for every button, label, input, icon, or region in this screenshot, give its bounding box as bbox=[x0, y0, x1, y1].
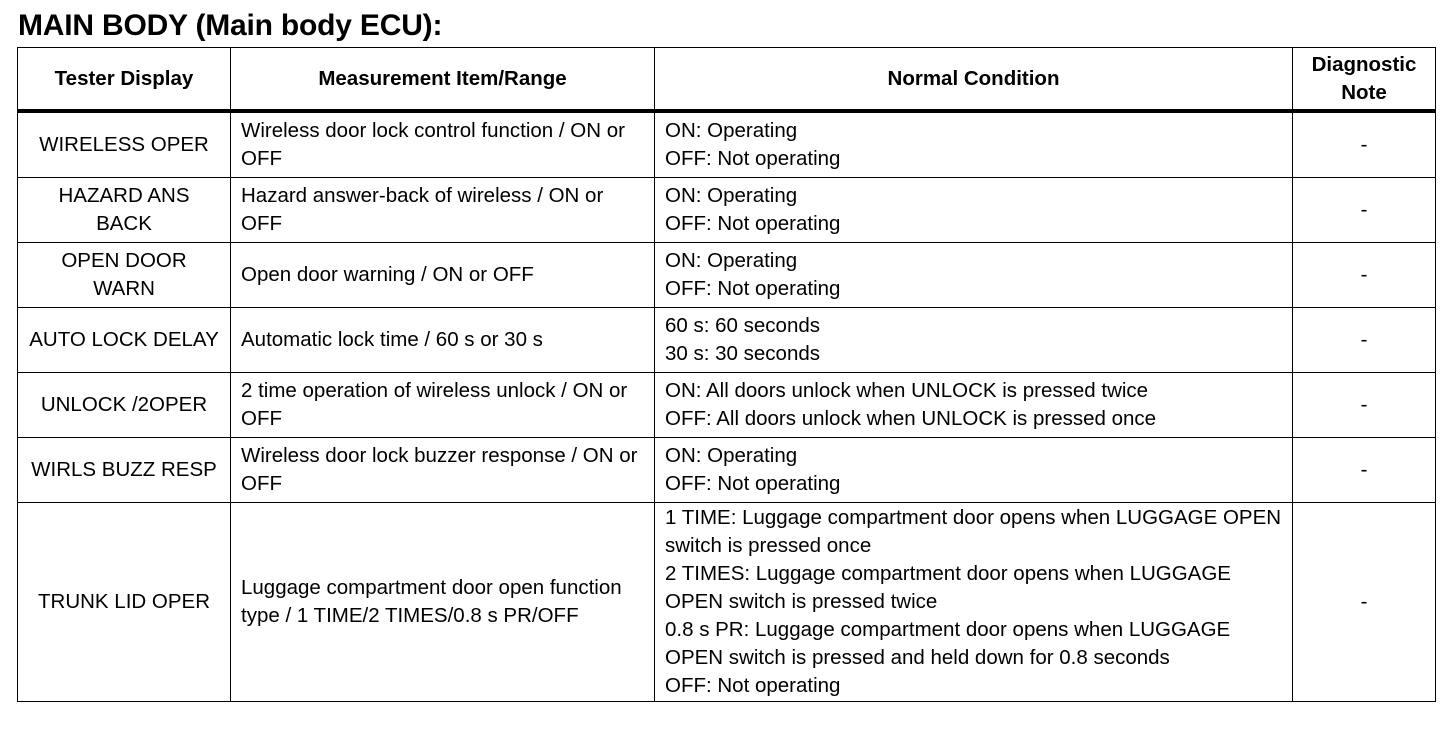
normal-condition-line: OFF: Not operating bbox=[665, 674, 841, 697]
diagnostic-data-table bbox=[17, 47, 1436, 702]
normal-condition-cell bbox=[655, 178, 1293, 243]
measurement-item-cell: Wireless door lock buzzer response / ON or OFF bbox=[231, 438, 655, 503]
normal-condition-line: OFF: All doors unlock when UNLOCK is pressed once bbox=[665, 407, 1157, 430]
page-title: MAIN BODY (Main body ECU): bbox=[18, 9, 443, 42]
normal-condition-line: 1 TIME: Luggage compartment door opens when LUGGAGE OPEN switch is pressed once bbox=[665, 506, 1287, 557]
normal-condition-cell bbox=[655, 503, 1293, 702]
header-tester-display: Tester Display bbox=[18, 48, 231, 112]
table-row bbox=[18, 503, 1436, 702]
table-row bbox=[18, 308, 1436, 373]
normal-condition-cell bbox=[655, 438, 1293, 503]
measurement-item-cell: Automatic lock time / 60 s or 30 s bbox=[231, 308, 655, 373]
diagnostic-note-cell: - bbox=[1293, 438, 1436, 503]
diagnostic-note-cell: - bbox=[1293, 503, 1436, 702]
normal-condition-line: 60 s: 60 seconds bbox=[665, 314, 820, 337]
normal-condition-line: OFF: Not operating bbox=[665, 147, 841, 170]
diagnostic-note-cell: - bbox=[1293, 373, 1436, 438]
normal-condition-line: ON: Operating bbox=[665, 444, 798, 467]
measurement-item-cell: Hazard answer-back of wireless / ON or OFF bbox=[231, 178, 655, 243]
normal-condition-line: 0.8 s PR: Luggage compartment door opens when LUGGAGE OPEN switch is pressed and held down for 0.8 seconds bbox=[665, 618, 1236, 669]
normal-condition-line: ON: Operating bbox=[665, 184, 798, 207]
diagnostic-note-cell: - bbox=[1293, 243, 1436, 308]
header-measurement-item: Measurement Item/Range bbox=[231, 48, 655, 112]
normal-condition-cell bbox=[655, 243, 1293, 308]
normal-condition-line: ON: Operating bbox=[665, 119, 798, 142]
tester-display-cell: AUTO LOCK DELAY bbox=[18, 308, 231, 373]
table-header-row bbox=[18, 48, 1436, 112]
diagnostic-note-cell: - bbox=[1293, 308, 1436, 373]
measurement-item-cell: Wireless door lock control function / ON or OFF bbox=[231, 111, 655, 178]
table-row bbox=[18, 111, 1436, 178]
tester-display-cell: UNLOCK /2OPER bbox=[18, 373, 231, 438]
normal-condition-line: 2 TIMES: Luggage compartment door opens when LUGGAGE OPEN switch is pressed twice bbox=[665, 562, 1237, 613]
diagnostic-note-cell: - bbox=[1293, 178, 1436, 243]
normal-condition-line: OFF: Not operating bbox=[665, 277, 841, 300]
normal-condition-line: ON: Operating bbox=[665, 249, 798, 272]
measurement-item-cell: 2 time operation of wireless unlock / ON or OFF bbox=[231, 373, 655, 438]
table-row bbox=[18, 438, 1436, 503]
table-row bbox=[18, 373, 1436, 438]
normal-condition-line: 30 s: 30 seconds bbox=[665, 342, 820, 365]
normal-condition-line: OFF: Not operating bbox=[665, 212, 841, 235]
header-normal-condition: Normal Condition bbox=[655, 48, 1293, 112]
normal-condition-cell bbox=[655, 111, 1293, 178]
measurement-item-cell: Open door warning / ON or OFF bbox=[231, 243, 655, 308]
normal-condition-cell bbox=[655, 308, 1293, 373]
diagnostic-note-cell: - bbox=[1293, 111, 1436, 178]
tester-display-cell: OPEN DOOR WARN bbox=[18, 243, 231, 308]
table-row bbox=[18, 243, 1436, 308]
header-diagnostic-note: Diagnostic Note bbox=[1293, 48, 1436, 112]
tester-display-cell: WIRELESS OPER bbox=[18, 111, 231, 178]
table-row bbox=[18, 178, 1436, 243]
tester-display-cell: HAZARD ANS BACK bbox=[18, 178, 231, 243]
normal-condition-cell bbox=[655, 373, 1293, 438]
tester-display-cell: TRUNK LID OPER bbox=[18, 503, 231, 702]
measurement-item-cell: Luggage compartment door open function type / 1 TIME/2 TIMES/0.8 s PR/OFF bbox=[231, 503, 655, 702]
normal-condition-line: OFF: Not operating bbox=[665, 472, 841, 495]
normal-condition-line: ON: All doors unlock when UNLOCK is pressed twice bbox=[665, 379, 1149, 402]
tester-display-cell: WIRLS BUZZ RESP bbox=[18, 438, 231, 503]
